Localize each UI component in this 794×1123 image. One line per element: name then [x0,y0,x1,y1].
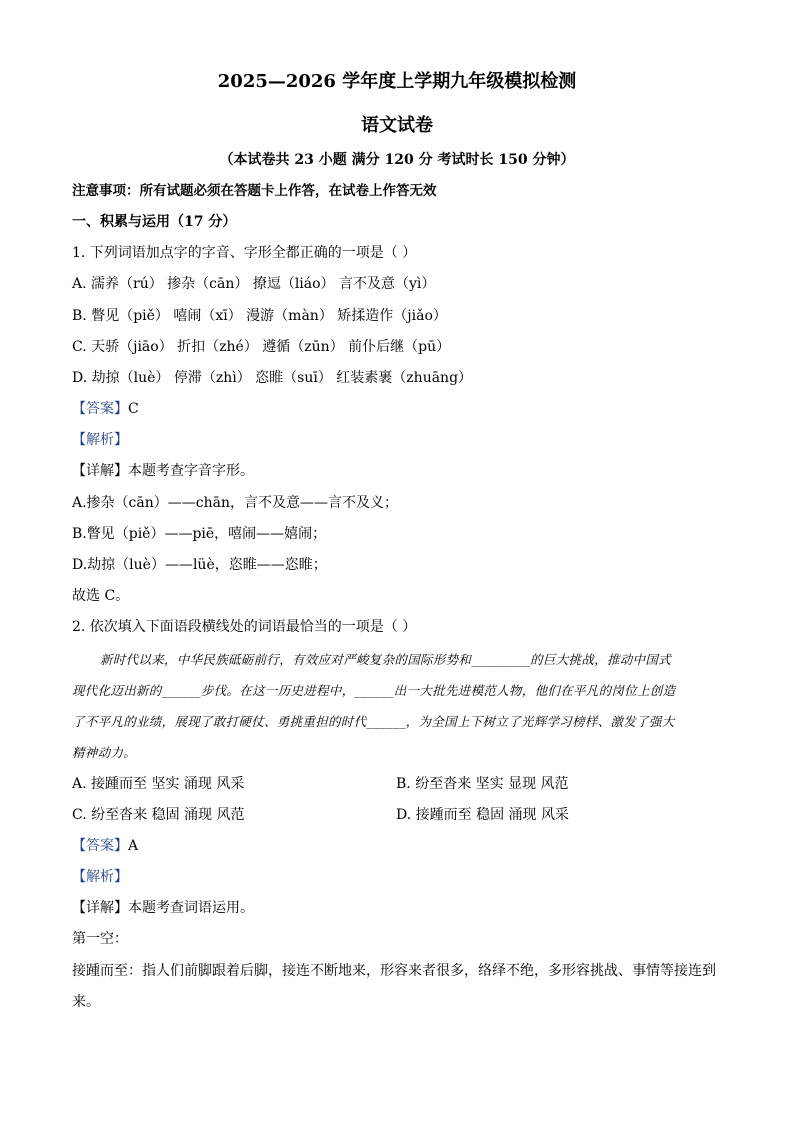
q2-passage-line: 了不平凡的业绩，展现了敢打硬仗、勇挑重担的时代______，为全国上下树立了光辉学习榜样、激发了强大 [72,714,675,729]
q2-passage-line: 现代化迈出新的______步伐。在这一历史进程中，______出一大批先进模范人物，他们在平凡的岗位上创造 [72,683,676,698]
q1-detail-line: A.掺杂（cān）——chān，言不及意——言不及义； [72,495,398,511]
q2-option-c: C. 纷至沓来 稳固 涌现 风范 [72,807,245,823]
q2-answer [72,836,138,856]
q1-detail-line: B.瞥见（piě）——piē，嘻闹——嬉闹； [72,526,327,542]
detail-tag: 【详解】 [72,900,128,916]
q1-option-c: C. 天骄（jiāo） 折扣（zhé） 遵循（zūn） 前仆后继（pū） [72,339,451,355]
exam-info: （本试卷共 23 小题 满分 120 分 考试时长 150 分钟） [219,152,575,168]
exam-title: 2025—2026 学年度上学期九年级模拟检测 [217,71,577,92]
section-heading: 一、积累与运用（17 分） [72,214,237,230]
q2-passage-line: 新时代以来，中华民族砥砺前行，有效应对严峻复杂的国际形势和_________的巨大挑战，推动中国式 [100,652,671,667]
q2-explanation-cont: 来。 [72,994,100,1010]
q1-option-b: B. 瞥见（piě） 嘻闹（xī） 漫游（màn） 矫揉造作（jiǎo） [72,308,447,324]
answer-tag: 【答案】 [72,401,128,417]
q2-explanation: 接踵而至：指人们前脚跟着后脚，接连不断地来，形容来者很多，络绎不绝，多形容挑战、事情等接连到 [72,963,716,979]
q1-detail-line: D.劫掠（luè）——lüè，恣睢——恣睢； [72,557,327,573]
q2-detail [72,898,254,918]
q1-stem: 1. 下列词语加点字的字音、字形全都正确的一项是（ ） [72,245,417,261]
q1-answer [72,399,139,419]
answer-value: C [128,401,139,417]
q1-option-a: A. 濡养（rú） 掺杂（cān） 撩逗（liáo） 言不及意（yì） [72,276,436,292]
detail-text: 本题考查字音字形。 [128,463,254,479]
q2-analysis-tag: 【解析】 [72,869,128,885]
detail-text: 本题考查词语运用。 [128,900,254,916]
q2-option-a: A. 接踵而至 坚实 涌现 风采 [72,776,245,792]
q1-option-d: D. 劫掠（luè） 停滞（zhì） 恣睢（suī） 红装素裹（zhuāng） [72,370,473,386]
exam-subject: 语文试卷 [361,115,433,136]
answer-value: A [128,838,139,854]
q2-option-b: B. 纷至沓来 坚实 显现 风范 [396,776,569,792]
q1-conclusion: 故选 C。 [72,588,130,604]
q1-analysis-tag: 【解析】 [72,432,128,448]
q2-stem: 2. 依次填入下面语段横线处的词语最恰当的一项是（ ） [72,619,417,635]
answer-tag: 【答案】 [72,838,128,854]
q2-passage-line: 精神动力。 [72,745,137,760]
q2-option-d: D. 接踵而至 稳固 涌现 风采 [396,807,569,823]
q1-detail [72,461,254,481]
q2-blank-label: 第一空： [72,931,128,947]
exam-notice: 注意事项：所有试题必须在答题卡上作答，在试卷上作答无效 [72,183,437,199]
detail-tag: 【详解】 [72,463,128,479]
